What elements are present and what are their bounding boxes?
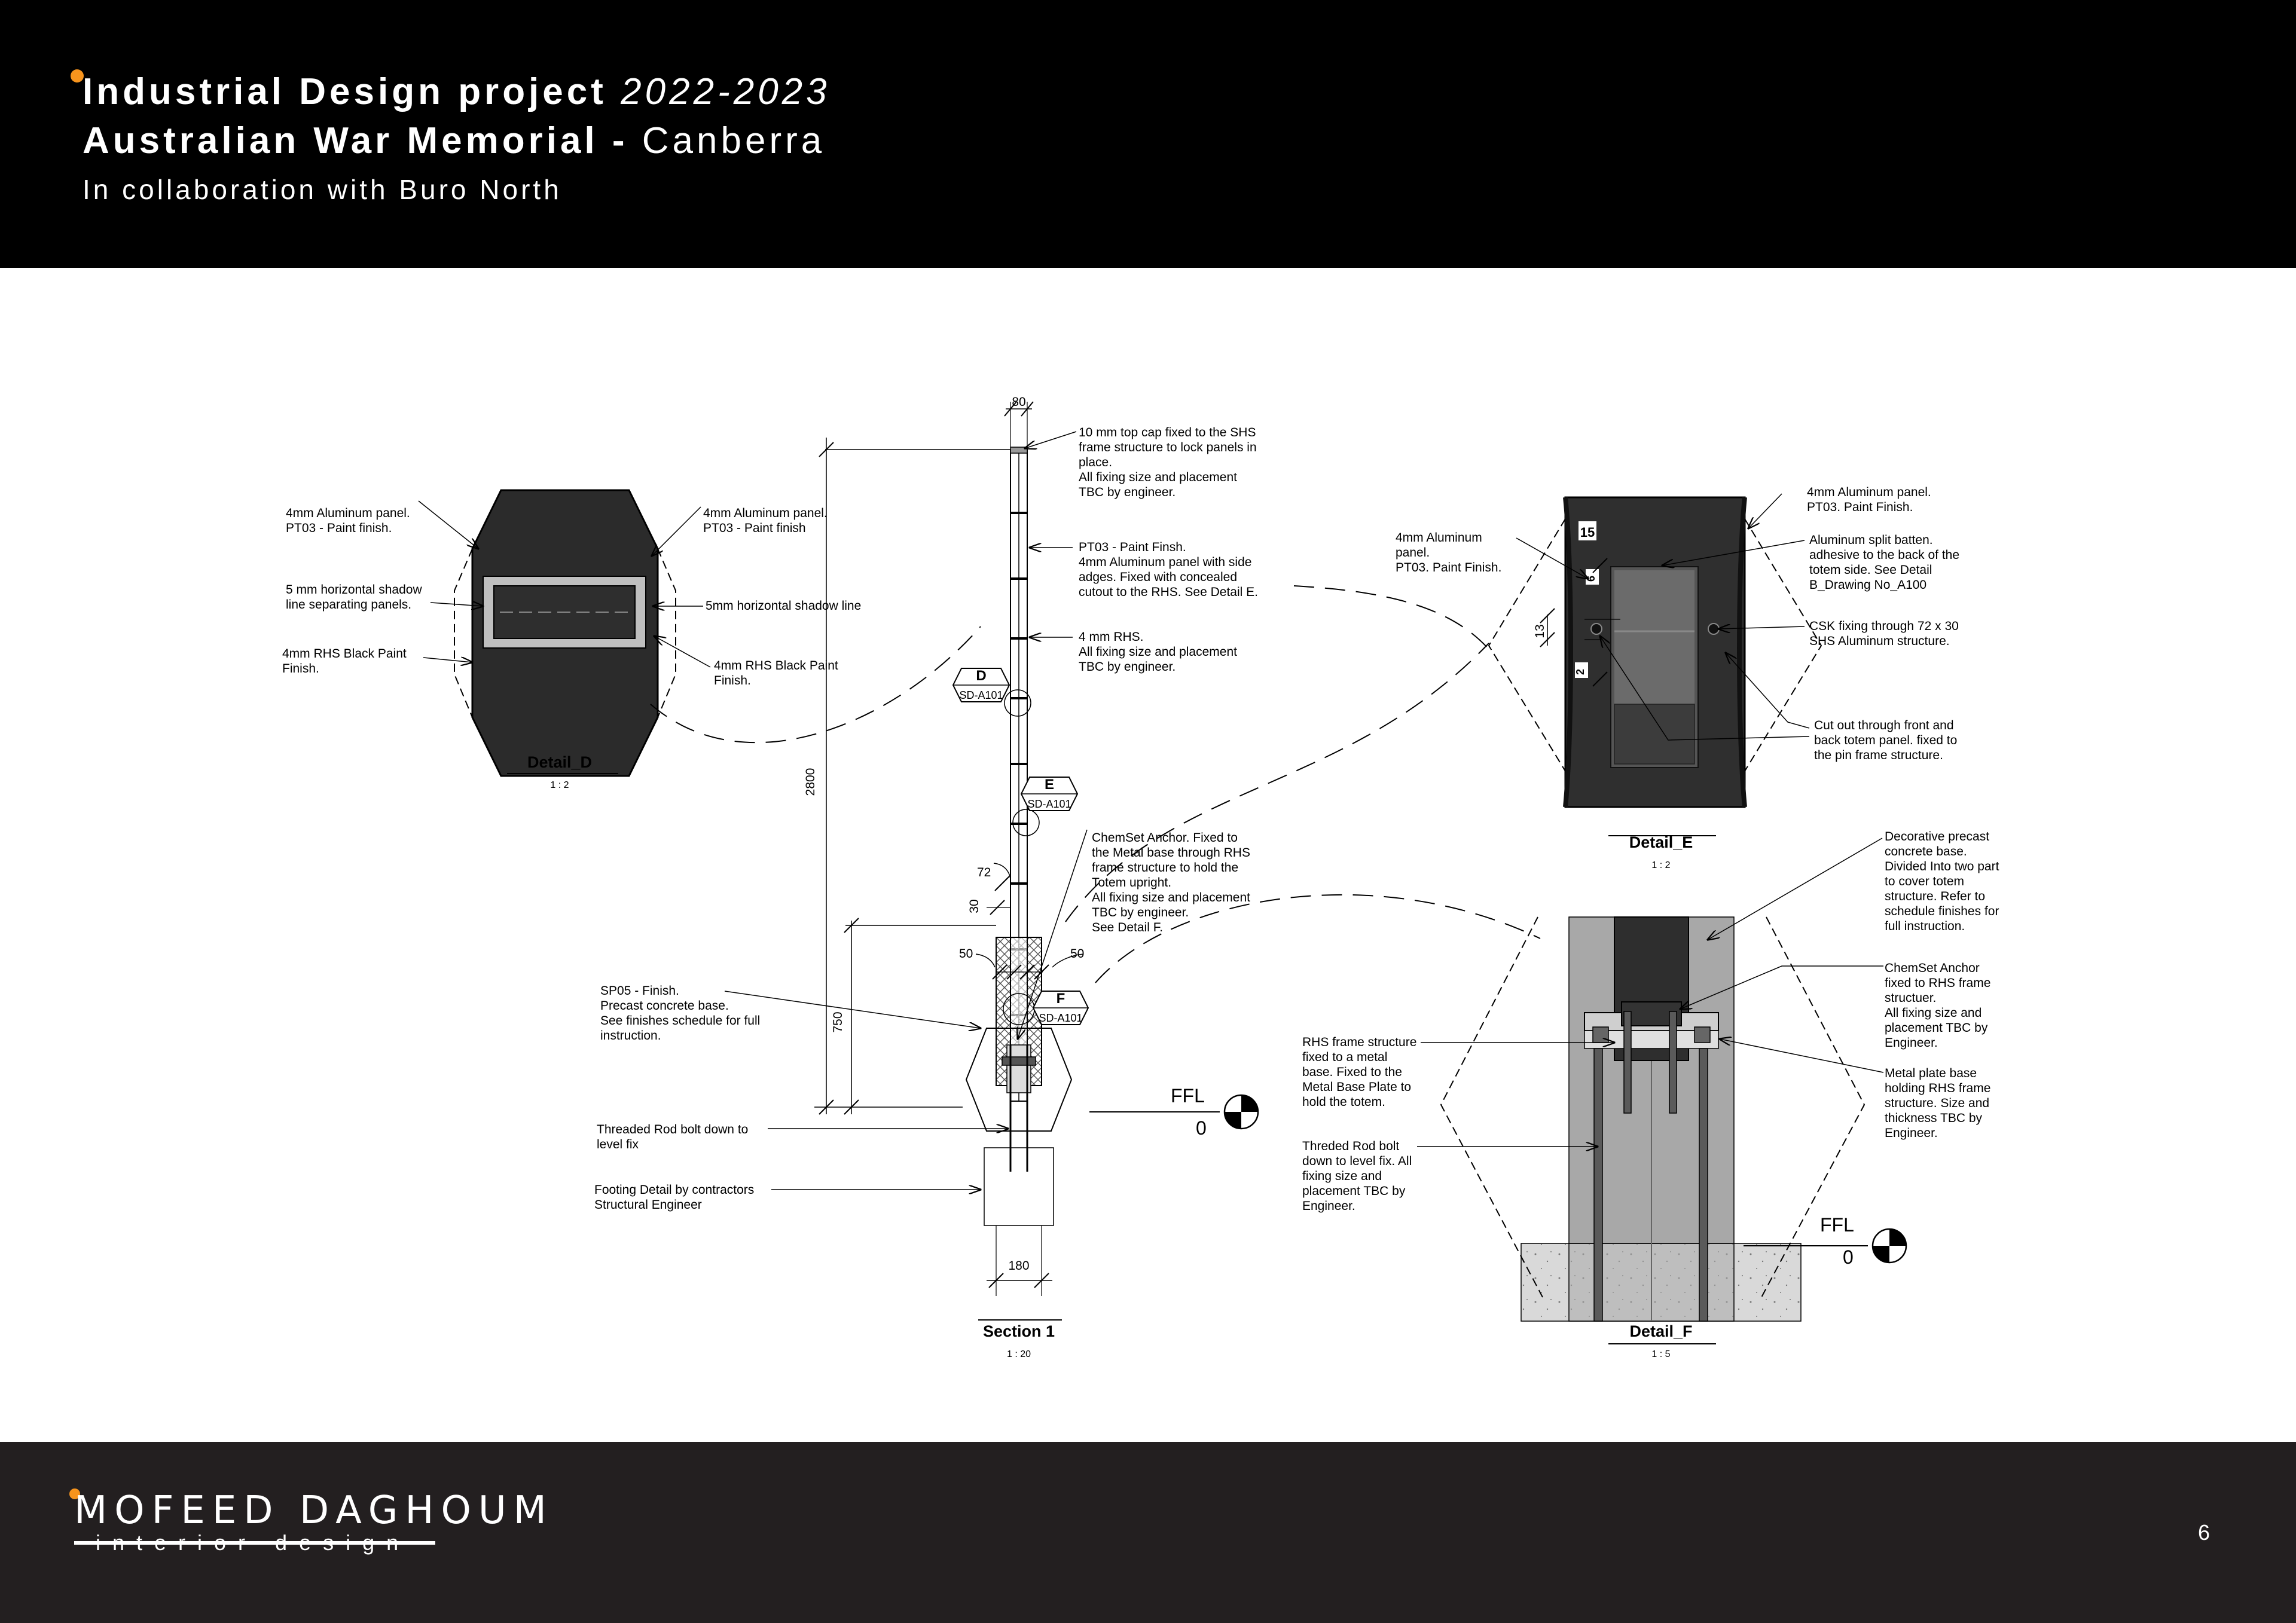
section-note-6: Threaded Rod bolt down to level fix [597, 1123, 749, 1151]
dim-footing-width: 180 [1008, 1259, 1030, 1273]
section-note-4: ChemSet Anchor. Fixed to the Metal base through RHS frame structure to hold the Totem upright. All fixing size and placement TBC by engineer. See Detail F. [1092, 831, 1250, 934]
detail-f-note-5: Threded Rod bolt down to level fix. All fixing size and placement TBC by Engineer. [1302, 1139, 1412, 1213]
detail-f-ffl-value: 0 [1843, 1246, 1854, 1268]
logo-name: MOFEED DAGHOUM [74, 1488, 554, 1533]
drawing-sheet [0, 268, 2296, 1442]
section-note-2: PT03 - Paint Finsh. 4mm Aluminum panel with side adges. Fixed with concealed cutout to the RHS. See Detail E. [1079, 540, 1258, 599]
section-note-3: 4 mm RHS. All fixing size and placement TBC by engineer. [1079, 630, 1237, 674]
callout-curve-e2 [1294, 586, 1489, 649]
detail-f-title: Detail_F [1629, 1322, 1693, 1340]
tag-e-letter: E [1044, 777, 1055, 793]
subtitle-client: Australian War Memorial - [83, 120, 628, 161]
dim-base-height: 750 [831, 1011, 845, 1033]
detail-d-note-6: 4mm RHS Black Paint Finish. [714, 659, 838, 687]
detail-f-note-4: RHS frame structure fixed to a metal base. Fixed to the Metal Base Plate to hold the totem. [1302, 1035, 1417, 1109]
detail-d-note-3: 4mm RHS Black Paint Finish. [282, 647, 407, 676]
dim-30: 30 [967, 899, 981, 913]
logo-subtitle: interior design [96, 1530, 411, 1555]
dim-total-height: 2800 [804, 768, 817, 796]
detail-f-scale: 1 : 5 [1651, 1349, 1671, 1359]
page-number: 6 [2198, 1520, 2210, 1545]
tag-d-letter: D [976, 668, 987, 684]
detail-d-scale: 1 : 2 [550, 780, 569, 790]
dim-50-right: 50 [1070, 947, 1085, 961]
detail-e-title: Detail_E [1629, 833, 1693, 851]
detail-e-note-1: 4mm Aluminum panel. PT03. Paint Finish. [1396, 531, 1502, 574]
detail-f-note-1: Decorative precast concrete base. Divided Into two part to cover totem structure. Refer to schedule finishes for full instruction. [1885, 830, 1999, 933]
accent-dot [71, 69, 84, 82]
project-subtitle [83, 120, 825, 162]
detail-d-note-2: 5 mm horizontal shadow line separating panels. [286, 583, 422, 612]
dim-e-13: 13 [1533, 624, 1547, 638]
detail-e-drawing [1489, 494, 1821, 836]
dim-top-width: 80 [1012, 395, 1026, 409]
tag-e-ref: SD-A101 [1027, 798, 1071, 810]
tag-d-ref: SD-A101 [959, 689, 1003, 701]
title-years: 2022-2023 [621, 71, 831, 112]
section-1-scale: 1 : 20 [1006, 1349, 1031, 1359]
detail-d-note-1: 4mm Aluminum panel. PT03 - Paint finish. [286, 506, 410, 535]
detail-f-drawing [1417, 838, 1906, 1344]
ffl-value: 0 [1196, 1117, 1207, 1139]
tag-f-letter: F [1056, 991, 1065, 1007]
section-1-title: Section 1 [982, 1322, 1055, 1340]
detail-e-note-5: Cut out through front and back totem panel. fixed to the pin frame structure. [1814, 719, 1958, 762]
detail-d-note-5: 5mm horizontal shadow line [706, 599, 862, 613]
section-note-1: 10 mm top cap fixed to the SHS frame structure to lock panels in place. All fixing size and placement TBC by engineer. [1079, 426, 1257, 499]
ffl-label: FFL [1171, 1085, 1205, 1107]
project-title [83, 71, 831, 113]
dim-50-left: 50 [959, 947, 973, 961]
dim-e-2: 2 [1574, 668, 1586, 676]
detail-d-drawing [419, 490, 710, 776]
dim-e-15: 15 [1580, 525, 1595, 540]
dim-e-6: 6 [1585, 575, 1597, 582]
detail-f-note-2: ChemSet Anchor fixed to RHS frame structuer. All fixing size and placement TBC by Engineer. [1885, 961, 1991, 1050]
detail-f-note-3: Metal plate base holding RHS frame structure. Size and thickness TBC by Engineer. [1885, 1066, 1991, 1140]
detail-d-note-4: 4mm Aluminum panel. PT03 - Paint finish [703, 506, 828, 535]
dim-72: 72 [977, 866, 991, 879]
title-main: Industrial Design project [83, 71, 607, 112]
detail-d-title: Detail_D [527, 753, 593, 771]
section-note-5: SP05 - Finish. Precast concrete base. See finishes schedule for full instruction. [600, 984, 761, 1043]
tag-f-ref: SD-A101 [1039, 1012, 1083, 1024]
detail-e-note-4: CSK fixing through 72 x 30 SHS Aluminum structure. [1809, 619, 1959, 648]
detail-e-note-3: Aluminum split batten. adhesive to the back of the totem side. See Detail B_Drawing No_A100 [1809, 533, 1960, 592]
detail-e-scale: 1 : 2 [1651, 860, 1671, 870]
section-note-7: Footing Detail by contractors Structural Engineer [594, 1183, 755, 1212]
callout-curve-d [651, 626, 981, 742]
subtitle-place: Canberra [642, 120, 826, 161]
collaboration-line: In collaboration with Buro North [83, 174, 562, 205]
detail-f-ffl-label: FFL [1820, 1214, 1854, 1236]
detail-e-note-2: 4mm Aluminum panel. PT03. Paint Finish. [1807, 485, 1931, 514]
